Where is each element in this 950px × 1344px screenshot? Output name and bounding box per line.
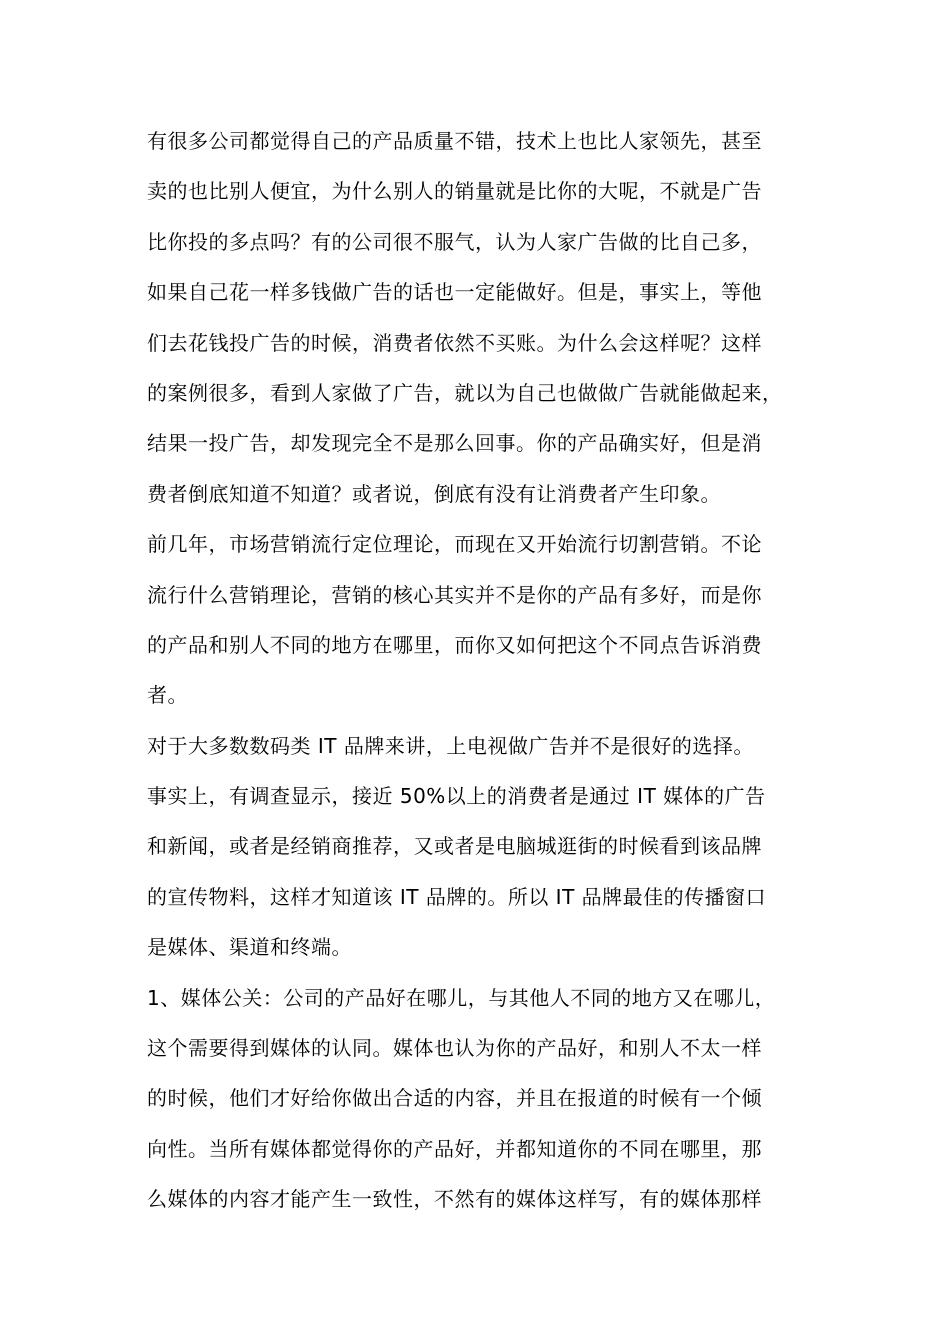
text-line: 费者倒底知道不知道？或者说，倒底有没有让消费者产生印象。 xyxy=(147,481,721,506)
text-line: 卖的也比别人便宜，为什么别人的销量就是比你的大呢，不就是广告 xyxy=(147,179,762,204)
text-line: 如果自己花一样多钱做广告的话也一定能做好。但是，事实上，等他 xyxy=(147,280,762,305)
text-line: 和新闻，或者是经销商推荐，又或者是电脑城逛街的时候看到该品牌 xyxy=(147,834,762,859)
text-line: 的产品和别人不同的地方在哪里，而你又如何把这个不同点告诉消费 xyxy=(147,632,762,657)
text-line: 对于大多数数码类 IT 品牌来讲，上电视做广告并不是很好的选择。 xyxy=(147,733,754,758)
text-line: 向性。当所有媒体都觉得你的产品好，并都知道你的不同在哪里，那 xyxy=(147,1136,762,1161)
text-line: 的宣传物料，这样才知道该 IT 品牌的。所以 IT 品牌最佳的传播窗口 xyxy=(147,884,767,909)
text-line: 的时候，他们才好给你做出合适的内容，并且在报道的时候有一个倾 xyxy=(147,1086,762,1111)
text-line: 的案例很多，看到人家做了广告，就以为自己也做做广告就能做起来， xyxy=(147,380,783,405)
document-body xyxy=(147,116,807,1225)
text-line: 事实上，有调查显示，接近 50%以上的消费者是通过 IT 媒体的广告 xyxy=(147,784,766,809)
text-line: 这个需要得到媒体的认同。媒体也认为你的产品好，和别人不太一样 xyxy=(147,1036,762,1061)
text-line: 者。 xyxy=(147,683,188,708)
text-line: 前几年，市场营销流行定位理论，而现在又开始流行切割营销。不论 xyxy=(147,532,762,557)
text-line: 结果一投广告，却发现完全不是那么回事。你的产品确实好，但是消 xyxy=(147,431,762,456)
text-line: 有很多公司都觉得自己的产品质量不错，技术上也比人家领先，甚至 xyxy=(147,129,762,153)
text-line: 比你投的多点吗？有的公司很不服气，认为人家广告做的比自己多， xyxy=(147,229,762,254)
text-line: 流行什么营销理论，营销的核心其实并不是你的产品有多好，而是你 xyxy=(147,582,762,607)
text-line: 是媒体、渠道和终端。 xyxy=(147,935,352,960)
text-line: 们去花钱投广告的时候，消费者依然不买账。为什么会这样呢？这样 xyxy=(147,330,762,355)
text-line: 1、媒体公关：公司的产品好在哪儿，与其他人不同的地方又在哪儿， xyxy=(147,985,776,1010)
text-line: 么媒体的内容才能产生一致性，不然有的媒体这样写，有的媒体那样 xyxy=(147,1187,762,1212)
